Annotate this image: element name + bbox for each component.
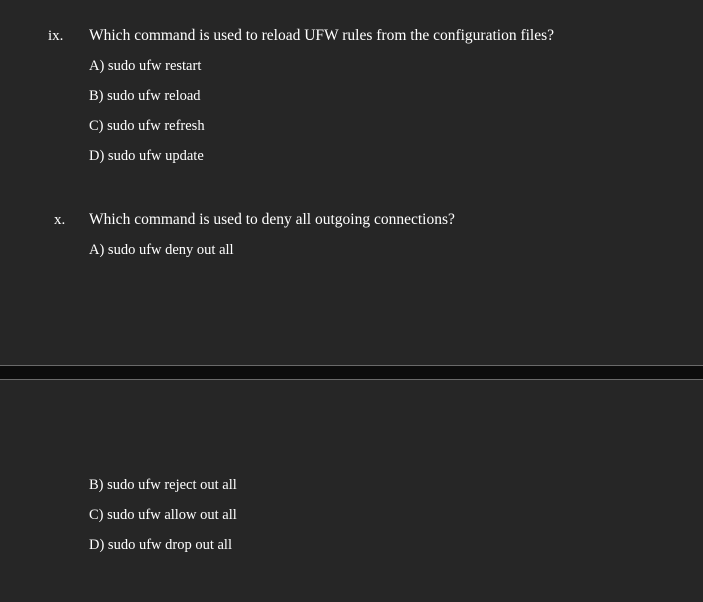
question-10-option-b: B) sudo ufw reject out all [89,477,237,493]
question-9-option-c: C) sudo ufw refresh [89,118,205,134]
question-9-option-b: B) sudo ufw reload [89,88,201,104]
question-9-option-d: D) sudo ufw update [89,148,204,164]
question-10-text: Which command is used to deny all outgoing connections? [89,211,455,228]
question-9-numeral: ix. [48,28,64,44]
page-break [0,365,703,380]
question-9-text: Which command is used to reload UFW rules from the configuration files? [89,27,555,44]
question-10-option-c: C) sudo ufw allow out all [89,507,237,523]
question-10-option-a: A) sudo ufw deny out all [89,242,234,258]
question-10-option-d: D) sudo ufw drop out all [89,537,232,553]
document-page-2 [0,380,703,602]
question-9-option-a: A) sudo ufw restart [89,58,202,74]
question-10-numeral: x. [54,212,66,228]
